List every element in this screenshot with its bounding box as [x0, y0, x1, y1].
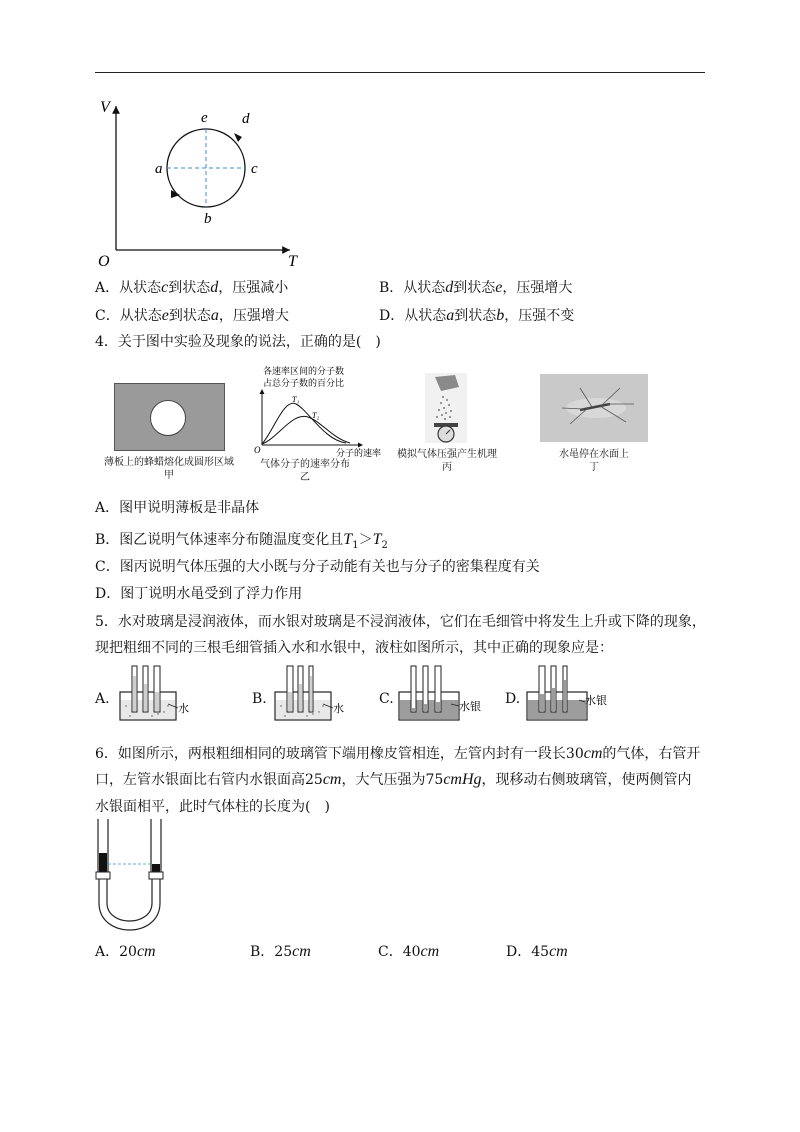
wax-circle [150, 400, 186, 436]
q4-option-a[interactable]: A．图甲说明薄板是非晶体 [95, 500, 260, 516]
q5-figure-d[interactable] [525, 664, 621, 724]
yi-xlabel: 分子的速率 [336, 448, 382, 458]
q5-option-d-label[interactable]: D. [505, 691, 521, 707]
fig-bing-caption: 模拟气体压强产生机理 丙 [397, 449, 497, 473]
q4-option-c[interactable]: C．图丙说明气体压强的大小既与分子动能有关也与分子的密集程度有关 [95, 559, 540, 575]
q5-option-c-label[interactable]: C. [379, 691, 394, 707]
q6-option-b[interactable]: B．25cm [250, 943, 311, 960]
rubber-tube-outer [99, 879, 160, 930]
yi-label-t1: T₁ [292, 395, 300, 404]
q5-option-a-label[interactable]: A. [95, 691, 110, 707]
fig-yi-caption: 气体分子的速率分布 乙 [260, 459, 350, 483]
q6-stem-line1: 6．如图所示，两根粗细相同的玻璃管下端用橡皮管相连，左管内封有一段长30cm的气体，右管开 [95, 745, 701, 762]
rubber-tube-inner [107, 879, 152, 921]
arrow-d [234, 133, 242, 142]
q3-option-c[interactable]: C．从状态e到状态a，压强增大 [95, 307, 289, 324]
label-o: O [98, 253, 110, 270]
q5-stem-line2: 现把粗细不同的三根毛细管插入水和水银中，液柱如图所示，其中正确的现象应是： [95, 640, 613, 656]
q5-option-b-label[interactable]: B. [252, 691, 267, 707]
arrow-a [171, 190, 180, 198]
q6-option-d[interactable]: D．45cm [506, 943, 568, 960]
q5-stem-line1: 5．水对玻璃是浸润液体，而水银对玻璃是不浸润液体，它们在毛细管中将发生上升或下降的现象， [95, 614, 706, 630]
q6-option-a[interactable]: A．20cm [95, 943, 156, 960]
yi-ylabel-2: 占总分子数的百分比 [263, 378, 345, 388]
q5-figure-b[interactable] [273, 664, 355, 724]
q5-d-mercury: 水银 [585, 695, 607, 707]
q4-option-b[interactable]: B．图乙说明气体速率分布随温度变化且$T_1>T_2$ [95, 531, 388, 551]
yi-curve-t1 [262, 403, 346, 444]
q6-stem-line3: 水银面相平，此时气体柱的长度为( ) [95, 799, 330, 815]
label-c: c [251, 161, 258, 177]
q6-option-c[interactable]: C．40cm [378, 943, 440, 960]
q5-c-mercury: 水银 [459, 701, 481, 713]
label-t: T [288, 253, 297, 270]
yi-label-t2: T₂ [312, 411, 320, 420]
fig-ding-caption: 水黾停在水面上 丁 [559, 449, 629, 473]
fig-jia-caption: 薄板上的蜂蜡熔化成圆形区域 甲 [104, 457, 234, 481]
u-tube-figure [88, 815, 178, 941]
fig-bing-photo [425, 373, 467, 443]
vt-diagram [92, 92, 312, 270]
label-d: d [242, 111, 250, 127]
label-e: e [201, 110, 208, 126]
q3-option-a[interactable]: A．从状态c到状态d，压强减小 [95, 279, 289, 296]
label-b: b [204, 211, 212, 227]
label-a: a [155, 161, 163, 177]
label-v: V [100, 99, 110, 116]
header-rule [95, 72, 705, 73]
q3-option-d[interactable]: D．从状态a到状态b，压强不变 [379, 307, 575, 324]
q5-a-water: 水 [178, 703, 189, 715]
q4-stem: 4．关于图中实验及现象的说法，正确的是( ) [95, 334, 381, 350]
fig-jia-plate [114, 383, 225, 451]
yi-origin: O [254, 445, 261, 455]
q4-option-d[interactable]: D．图丁说明水黾受到了浮力作用 [95, 586, 303, 602]
fig-ding-photo [540, 374, 648, 442]
q3-option-b[interactable]: B．从状态d到状态e，压强增大 [379, 279, 573, 296]
yi-ylabel-1: 各速率区间的分子数 [263, 366, 345, 376]
q5-b-water: 水 [333, 703, 344, 715]
q5-figure-a[interactable] [118, 664, 200, 724]
q6-stem-line2: 口，左管水银面比右管内水银面高25cm，大气压强为75cmHg，现移动右侧玻璃管，使两侧管内 [95, 771, 692, 788]
q5-figure-c[interactable] [397, 664, 493, 724]
left-mercury-column [99, 853, 107, 873]
